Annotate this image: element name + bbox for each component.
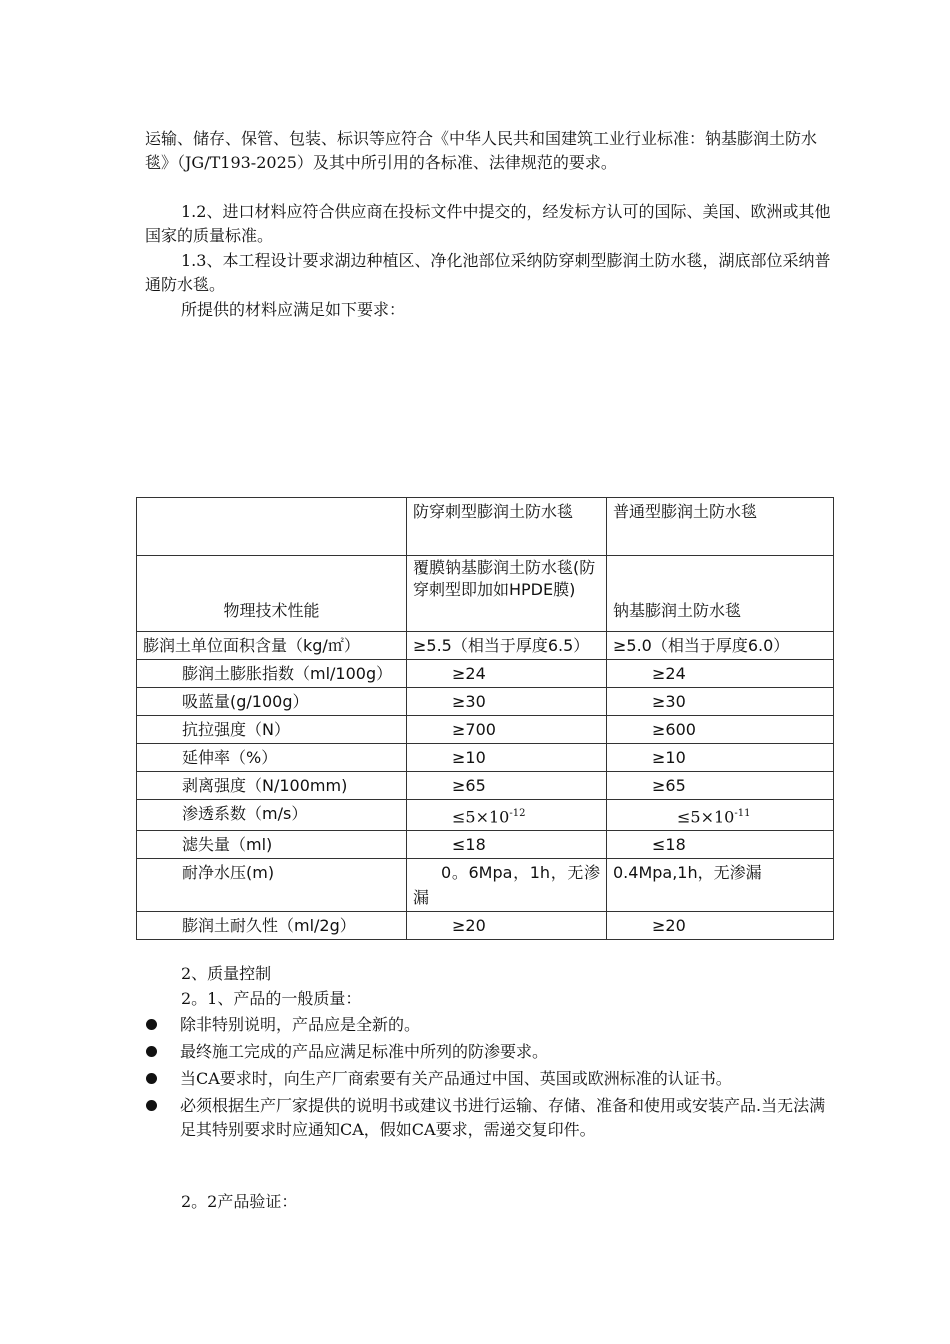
- row-value-b: ≥600: [607, 716, 834, 744]
- bullet-icon: [146, 1100, 157, 1111]
- bullet-icon: [146, 1046, 157, 1057]
- intro-paragraph-1: 运输、储存、保管、包装、标识等应符合《中华人民共和国建筑工业行业标准：钠基膨润土防水毯》（JG/T193-2025）及其中所引用的各标准、法律规范的要求。: [145, 129, 818, 172]
- row-name: 延伸率（%）: [137, 744, 407, 772]
- table-row: [137, 859, 834, 912]
- subheader-sodium-type: 钠基膨润土防水毯: [607, 556, 834, 632]
- table-row: [137, 800, 834, 831]
- section-2-1-title: 2。1、产品的一般质量：: [181, 989, 362, 1008]
- table-row: [137, 912, 834, 940]
- bullet-icon: [146, 1019, 157, 1030]
- row-value-b: ≥24: [607, 660, 834, 688]
- row-value-b: 0.4Mpa,1h，无渗漏: [607, 859, 834, 912]
- bullet-icon: [146, 1073, 157, 1084]
- row-value-b: [607, 800, 834, 831]
- section-2-2-title: 2。2产品验证：: [181, 1192, 298, 1211]
- row-value-a: ≥20: [407, 912, 607, 940]
- table-subheader-row: [137, 556, 834, 632]
- section-2-title: 2、质量控制: [181, 964, 272, 983]
- row-name: 膨润土膨胀指数（ml/100g）: [137, 660, 407, 688]
- row-name: 滤失量（ml): [137, 831, 407, 859]
- table-header-row: [137, 498, 834, 556]
- row-value-b: ≥30: [607, 688, 834, 716]
- table-row: [137, 632, 834, 660]
- row-name: 膨润土单位面积含量（kg/㎡）: [137, 632, 407, 660]
- row-value-b: ≥65: [607, 772, 834, 800]
- row-value-a: ≥5.5（相当于厚度6.5）: [407, 632, 607, 660]
- row-name: 渗透系数（m/s）: [137, 800, 407, 831]
- row-value-a: [407, 800, 607, 831]
- intro-paragraph-2: 1.2、进口材料应符合供应商在投标文件中提交的，经发标方认可的国际、美国、欧洲或其他国家的质量标准。: [145, 202, 831, 245]
- row-value-a: ≥30: [407, 688, 607, 716]
- table-row: [137, 772, 834, 800]
- row-value-a: ≥10: [407, 744, 607, 772]
- row-value-a: ≤18: [407, 831, 607, 859]
- row-value-a-exponent: -12: [509, 808, 526, 819]
- table-row: [137, 744, 834, 772]
- list-item-text: 必须根据生产厂家提供的说明书或建议书进行运输、存储、准备和使用或安装产品.当无法满足其特别要求时应通知CA，假如CA要求，需递交复印件。: [180, 1096, 826, 1139]
- row-value-b: ≤18: [607, 831, 834, 859]
- table-row: [137, 716, 834, 744]
- row-value-a: 0。6Mpa，1h，无渗漏: [407, 859, 607, 912]
- row-value-b-exponent: -11: [734, 808, 751, 819]
- list-item: [140, 1013, 840, 1037]
- row-name: 剥离强度（N/100mm): [137, 772, 407, 800]
- row-name: 吸蓝量(g/100g）: [137, 688, 407, 716]
- intro-paragraph-3: 1.3、本工程设计要求湖边种植区、净化池部位采纳防穿刺型膨润土防水毯，湖底部位采纳普通防水毯。: [145, 251, 831, 294]
- table-row: [137, 688, 834, 716]
- row-value-a: ≥24: [407, 660, 607, 688]
- list-item-text: 除非特别说明，产品应是全新的。: [180, 1015, 421, 1034]
- intro-paragraph-4: 所提供的材料应满足如下要求：: [181, 300, 406, 319]
- header-col-anti-puncture: 防穿刺型膨润土防水毯: [407, 498, 607, 556]
- row-name: 膨润土耐久性（ml/2g）: [137, 912, 407, 940]
- row-value-a: ≥65: [407, 772, 607, 800]
- table-row: [137, 831, 834, 859]
- list-item: [140, 1067, 840, 1091]
- list-item-text: 当CA要求时，向生产厂商索要有关产品通过中国、英国或欧洲标准的认证书。: [180, 1069, 732, 1088]
- list-item-text: 最终施工完成的产品应满足标准中所列的防渗要求。: [180, 1042, 549, 1061]
- subheader-property-label: 物理技术性能: [137, 556, 407, 632]
- subheader-coated-type: 覆膜钠基膨润土防水毯(防穿刺型即加如HPDE膜): [407, 556, 607, 632]
- list-item: [140, 1094, 840, 1142]
- row-value-a-base: ≤5×10: [452, 807, 510, 827]
- quality-bullet-list: [140, 1013, 840, 1145]
- row-value-a: ≥700: [407, 716, 607, 744]
- header-col-ordinary: 普通型膨润土防水毯: [607, 498, 834, 556]
- row-value-b: ≥5.0（相当于厚度6.0）: [607, 632, 834, 660]
- list-item: [140, 1040, 840, 1064]
- row-name: 耐净水压(m): [137, 859, 407, 912]
- header-empty-cell: [137, 498, 407, 556]
- row-value-b: ≥20: [607, 912, 834, 940]
- table-row: [137, 660, 834, 688]
- spec-table: [136, 497, 834, 940]
- row-value-b-base: ≤5×10: [677, 807, 735, 827]
- row-name: 抗拉强度（N）: [137, 716, 407, 744]
- row-value-b: ≥10: [607, 744, 834, 772]
